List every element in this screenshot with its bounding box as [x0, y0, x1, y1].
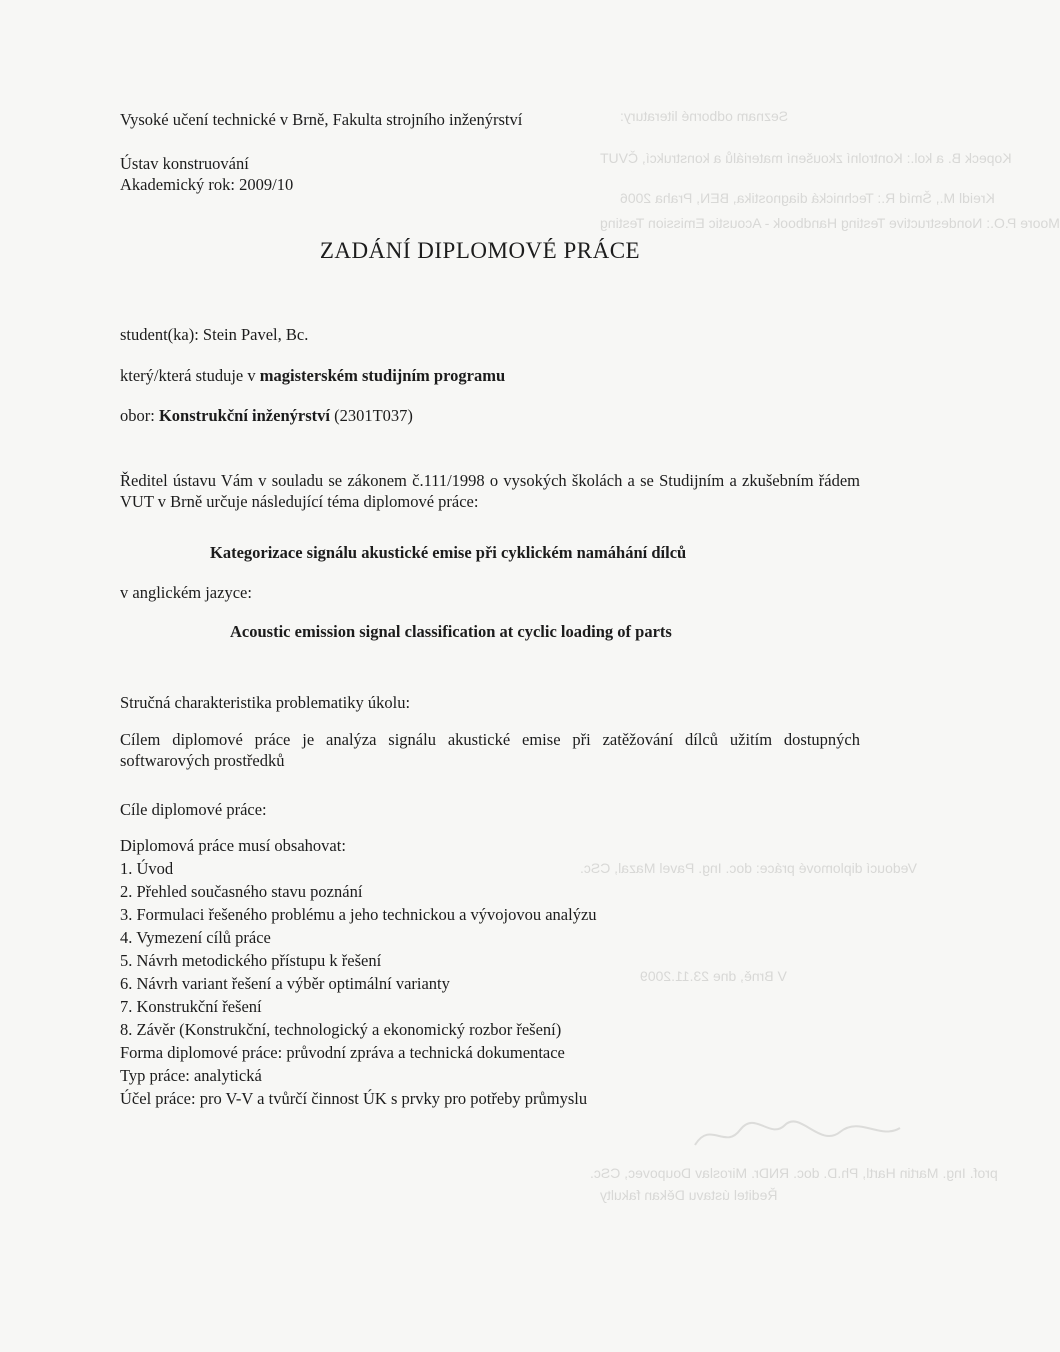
list-item: 7. Konstrukční řešení — [120, 997, 262, 1016]
document-title: ZADÁNÍ DIPLOMOVÉ PRÁCE — [319, 238, 641, 263]
bleed-through-text: V Brně, dne 23.11.2009 — [640, 968, 787, 984]
bleed-through-text: Ředitel ústavu Děkan fakulty — [600, 1187, 778, 1203]
program-name: magisterském studijním programu — [259, 366, 506, 385]
program-prefix: který/která studuje v — [120, 366, 260, 385]
must-contain-line: Diplomová práce musí obsahovat: — [120, 836, 346, 855]
topic-english: Acoustic emission signal classification at cyclic loading of parts — [230, 622, 672, 641]
purpose-line: Účel práce: pro V-V a tvůrčí činnost ÚK s prvky pro potřeby průmyslu — [120, 1089, 588, 1108]
list-item: 1. Úvod — [120, 859, 174, 878]
bleed-through-signature — [690, 1110, 910, 1160]
english-label: v anglickém jazyce: — [120, 583, 252, 602]
list-item: 8. Závěr (Konstrukční, technologický a ekonomický rozbor řešení) — [120, 1020, 562, 1039]
field-code: (2301T037) — [329, 406, 413, 425]
bleed-through-text: Kreidl M., Šmíd R.: Technická diagnostika, BEN, Praha 2006 — [620, 190, 995, 206]
brief-label: Stručná charakteristika problematiky úkolu: — [120, 693, 411, 712]
list-item: 3. Formulaci řešeného problému a jeho technickou a vývojovou analýzu — [120, 905, 597, 924]
list-item: 4. Vymezení cílů práce — [120, 928, 271, 947]
list-item: 6. Návrh variant řešení a výběr optimální varianty — [120, 974, 450, 993]
goals-label: Cíle diplomové práce: — [120, 800, 267, 819]
list-item: 2. Přehled současného stavu poznání — [120, 882, 363, 901]
field-name: Konstrukční inženýrství — [158, 406, 330, 425]
bleed-through-text: Vedoucí diplomové práce: doc. Ing. Pavel Mazal, CSc. — [580, 860, 917, 876]
university-line: Vysoké učení technické v Brně, Fakulta strojního inženýrství — [120, 110, 523, 129]
brief-text: Cílem diplomové práce je analýza signálu akustické emise při zatěžování dílců užitím dostupných softwarových prostředků — [120, 730, 860, 770]
form-line: Forma diplomové práce: průvodní zpráva a technická dokumentace — [120, 1043, 565, 1062]
field-prefix: obor: — [120, 406, 159, 425]
institute-line: Ústav konstruování — [120, 154, 249, 173]
topic-czech: Kategorizace signálu akustické emise při cyklickém namáhání dílců — [210, 543, 687, 562]
program-line — [120, 366, 505, 386]
bleed-through-text: Seznam odborné literatury: — [620, 108, 789, 124]
academic-year-line: Akademický rok: 2009/10 — [120, 175, 294, 194]
field-line — [120, 406, 413, 426]
student-line: student(ka): Stein Pavel, Bc. — [120, 325, 309, 344]
directive-paragraph: Ředitel ústavu Vám v souladu se zákonem č.111/1998 o vysokých školách a se Studijním a zkušebním řádem VUT v Brně určuje následující téma diplomové práce: — [120, 471, 860, 511]
type-line: Typ práce: analytická — [120, 1066, 262, 1085]
bleed-through-text: Kopeck B. a kol.: Kontrolní zkoušení materiálů a konstrukcí, ČVUT — [600, 150, 1012, 166]
bleed-through-text: Moore P.O.: Nondestructive Testing Handbook - Acoustic Emission Testing — [600, 215, 1060, 231]
bleed-through-text: prof. Ing. Martin Hartl, Ph.D. doc. RNDr. Miroslav Doupovec, CSc. — [590, 1165, 998, 1181]
list-item: 5. Návrh metodického přístupu k řešení — [120, 951, 382, 970]
